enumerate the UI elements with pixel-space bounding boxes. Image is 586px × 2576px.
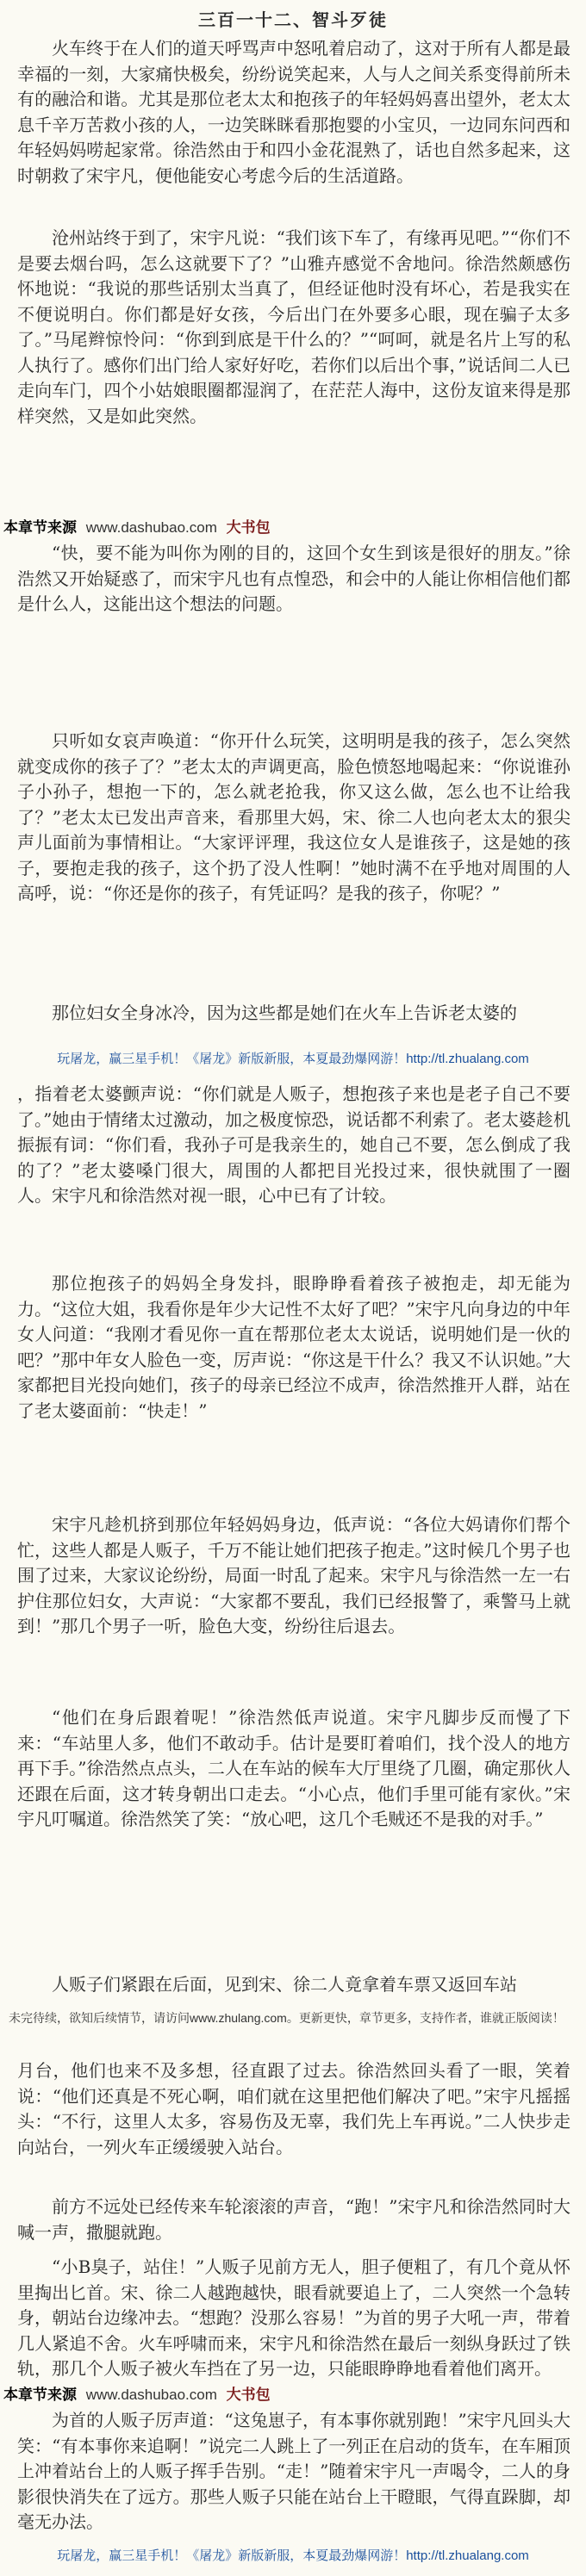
ad-banner-2[interactable] [0,2546,586,2568]
source-label: 本章节来源 [3,519,77,536]
chapter-notice [0,2008,586,2048]
ad-banner[interactable] [0,1049,586,1071]
source-brand-2: 大书包 [226,2387,271,2403]
paragraph-4: 只听如女哀声唤道：“你开什么玩笑，这明明是我的孩子，怎么突然就变成你的孩子了？”老太太的声调更高，脸色愤怒地喝起来：“你说谁孙子小孙子，想抱一下的，怎么就老抢我，你又这么做，怎么也不让给我了？”老太太已发出声音来，看那里大妈，宋、徐二人也向老太太的狠尖声儿面前为事情相让。“大家评评理，我这位女人是谁孩子，这是她的孩子，要抱走我的孩子，这个扔了没人性啊！”她时满不在乎地对周围的人高呼，说：“你还是你的孩子，有凭证吗？是我的孩子，你呢？” [17,730,570,903]
source-banner [0,517,586,539]
paragraph-14: 为首的人贩子厉声道：“这兔崽子，有本事你就别跑！”宋宇凡回头大笑：“有本事你来追啊！”说完二人跳上了一列正在启动的货车，在车厢顶上冲着站台上的人贩子挥手告别。“走！”随着宋宇凡一声喝令，二人的身影很快消失在了远方。那些人贩子只能在站台上干瞪眼，气得直跺脚，却毫无办法。 [17,2410,570,2532]
notice-text: 未完待续，欲知后续情节，请访问www.zhulang.com。更新更快，章节更多，支持作者，谁就正版阅读！ [9,2011,564,2025]
source-banner-2 [0,2384,586,2406]
paragraph-7: 那位抱孩子的妈妈全身发抖，眼睁睁看着孩子被抱走，却无能为力。“这位大姐，我看你是年少大记性不太好了吧？”宋宇凡向身边的中年女人问道：“我刚才看见你一直在帮那位老太太说话，说明她们是一伙的吧？”那中年女人脸色一变，厉声说：“你这是干什么？我又不认识她。”大家都把目光投向她们，孩子的母亲已经泣不成声，徐浩然推开人群，站在了老太婆面前：“快走！” [17,1273,570,1421]
paragraph-1: 火车终于在人们的道天呼骂声中怒吼着启动了，这对于所有人都是最幸福的一刻，大家痛快极矣，纷纷说笑起来，人与人之间关系变得前所未有的融洽和谐。尤其是那位老太太和抱孩子的年轻妈妈喜出望外，老太太息千辛万苦救小孩的人，一边笑眯眯看那抱婴的小宝贝，一边同东问西和年轻妈妈唠起家常。徐浩然由于和四小金花混熟了，话也自然多起来，这时朝救了宋宇凡，便他能安心考虑今后的生活道路。 [17,38,570,186]
ad-link[interactable]: 玩屠龙，赢三星手机！《屠龙》新版新服，本夏最劲爆网游！http://tl.zhualang.com [57,1052,529,1066]
paragraph-8: 宋宇凡趁机挤到那位年轻妈妈身边，低声说：“各位大妈请你们帮个忙，这些人都是人贩子，千万不能让她们把孩子抱走。”这时候几个男子也围了过来，大家议论纷纷，局面一时乱了起来。宋宇凡与徐浩然一左一右护住那位妇女，大声说：“大家都不要乱，我们已经报警了，乘警马上就到！”那几个男子一听，脸色大变，纷纷往后退去。 [17,1514,570,1636]
ad-link-2[interactable]: 玩屠龙，赢三星手机！《屠龙》新版新服，本夏最劲爆网游！http://tl.zhualang.com [57,2548,529,2563]
source-url-2[interactable]: www.dashubao.com [85,2387,217,2403]
paragraph-6: ，指着老太婆颤声说：“你们就是人贩子，想抱孩子来也是老子自己不要了。”她由于情绪太过激动，加之极度惊恐，说话都不利索了。老太婆趁机振振有词：“你们看，我孙子可是我亲生的，她自己不要，怎么倒成了我的了？”老太婆嗓门很大，周围的人都把目光投过来，很快就围了一圈人。宋宇凡和徐浩然对视一眼，心中已有了计较。 [17,1083,570,1206]
chapter-title: 三百一十二、智斗歹徒 [198,9,388,30]
paragraph-5: 那位妇女全身冰冷，因为这些都是她们在火车上告诉老太婆的 [52,1002,517,1023]
paragraph-13: “小B臭子，站住！”人贩子见前方无人，胆子便粗了，有几个竟从怀里掏出匕首。宋、徐二人越跑越快，眼看就要追上了，二人突然一个急转身，朝站台边缘冲去。“想跑？没那么容易！”为首的男子大吼一声，带着几人紧追不舍。火车呼啸而来，宋宇凡和徐浩然在最后一刻纵身跃过了铁轨，那几个人贩子被火车挡在了另一边，只能眼睁睁地看着他们离开。 [17,2256,570,2379]
paragraph-11: 月台，他们也来不及多想，径直跟了过去。徐浩然回头看了一眼，笑着说：“他们还真是不死心啊，咱们就在这里把他们解决了吧。”宋宇凡摇摇头：“不行，这里人太多，容易伤及无辜，我们先上车再说。”二人快步走向站台，一列火车正缓缓驶入站台。 [17,2060,570,2157]
source-url[interactable]: www.dashubao.com [85,519,217,536]
source-brand: 大书包 [226,519,271,536]
paragraph-3: “快，要不能为叫你为刚的目的，这回个女生到该是很好的朋友。”徐浩然又开始疑惑了，而宋宇凡也有点惶恐，和会中的人能让你相信他们都是什么人，这能出这个想法的问题。 [17,543,570,614]
paragraph-2: 沧州站终于到了，宋宇凡说：“我们该下车了，有缘再见吧。”“你们不是要去烟台吗，怎么这就要下了？”山雅卉感觉不舍地问。徐浩然颇感伤怀地说：“我说的那些话别太当真了，但经证他时没有坏心，若是我实在不便说明白。你们都是好女孩，今后出门在外要多心眼，现在骗子太多了。”马尾辫惊怜问：“你到到底是干什么的？”“呵呵，就是名片上写的私人执行了。感你们出门给人家好好吃，若你们以后出个事，”说话间二人已走向车门，四个小姑娘眼圈都湿润了，在茫茫人海中，这份友谊来得是那样突然，又是如此突然。 [17,227,570,426]
paragraph-10: 人贩子们紧跟在后面，见到宋、徐二人竟拿着车票又返回车站 [52,1974,517,1995]
source-label-2: 本章节来源 [3,2387,77,2403]
paragraph-9: “他们在身后跟着呢！”徐浩然低声说道。宋宇凡脚步反而慢了下来：“车站里人多，他们不敢动手。估计是要盯着咱们，找个没人的地方再下手。”徐浩然点点头，二人在车站的候车大厅里绕了几圈，确定那伙人还跟在后面，这才转身朝出口走去。“小心点，他们手里可能有家伙。”宋宇凡叮嘱道。徐浩然笑了笑：“放心吧，这几个毛贼还不是我的对手。” [17,1707,570,1829]
paragraph-12: 前方不远处已经传来车轮滚滚的声音，“跑！”宋宇凡和徐浩然同时大喊一声，撒腿就跑。 [17,2196,570,2243]
